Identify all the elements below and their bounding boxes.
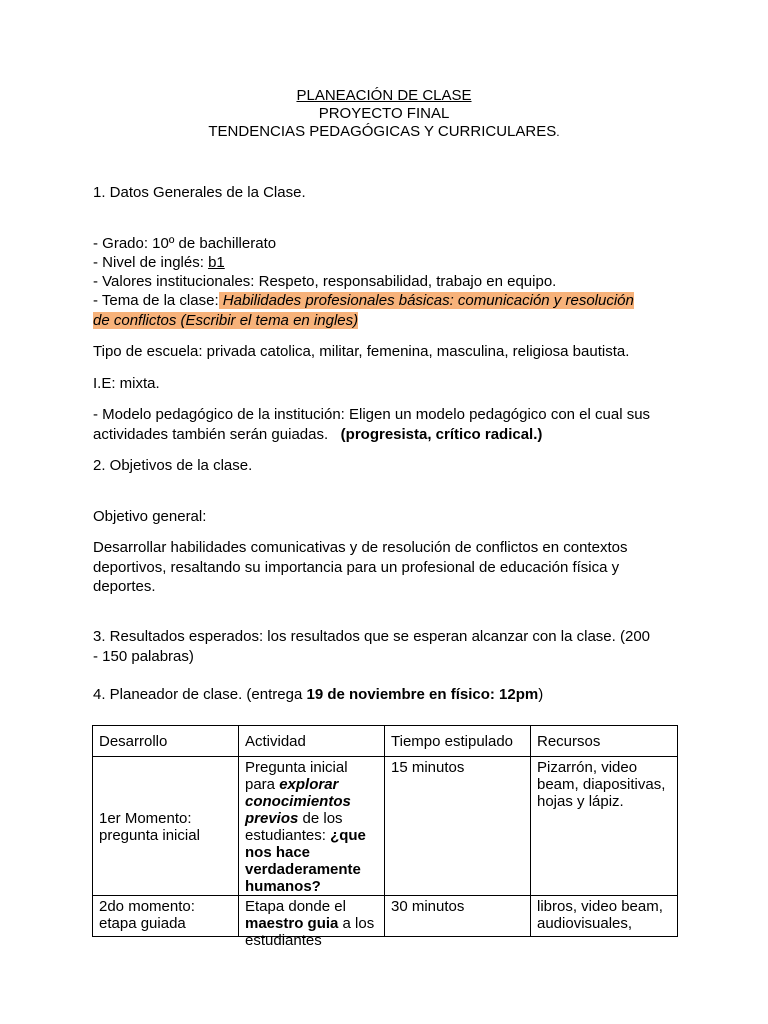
tipo-escuela-line: Tipo de escuela: privada catolica, militar, femenina, masculina, religiosa bautista.	[93, 343, 630, 360]
nivel-value: b1	[208, 254, 225, 271]
cell-desarrollo: 2do momento: etapa guiada	[93, 896, 239, 937]
table-row	[93, 896, 678, 937]
modelo-line-1: - Modelo pedagógico de la institución: Eligen un modelo pedagógico con el cual sus	[93, 406, 651, 423]
header-actividad: Actividad	[239, 726, 385, 757]
objetivo-line-3: deportes.	[93, 578, 156, 595]
tema-line-1: - Tema de la clase: Habilidades profesionales básicas: comunicación y resolución	[93, 292, 634, 309]
table-row	[93, 757, 678, 896]
section-4-deadline: 19 de noviembre en físico: 12pm	[306, 686, 539, 703]
ie-line: I.E: mixta.	[93, 375, 160, 392]
nivel-ingles-line: - Nivel de inglés: b1	[93, 254, 225, 271]
objetivo-line-2: deportivos, resaltando su importancia para un profesional de educación física y	[93, 559, 620, 576]
header-desarrollo: Desarrollo	[93, 726, 239, 757]
cell-actividad: Etapa donde el maestro guia a los estudiantes	[239, 896, 385, 937]
document-title: PLANEACIÓN DE CLASE	[296, 87, 472, 104]
modelo-bold: (progresista, crítico radical.)	[340, 426, 543, 443]
modelo-line-2: actividades también serán guiadas. (progresista, crítico radical.)	[93, 426, 543, 443]
section-2-heading: 2. Objetivos de la clase.	[93, 457, 253, 474]
objetivo-general-label: Objetivo general:	[93, 508, 207, 525]
cell-recursos: Pizarrón, video beam, diapositivas, hojas y lápiz.	[531, 757, 678, 896]
section-3-line-2: - 150 palabras)	[93, 648, 194, 665]
header-tiempo: Tiempo estipulado	[385, 726, 531, 757]
section-3-line-1: 3. Resultados esperados: los resultados que se esperan alcanzar con la clase. (200	[93, 628, 650, 645]
tema-highlight-2: de conflictos (Escribir el tema en ingles)	[93, 312, 359, 329]
document-subtitle: PROYECTO FINAL	[318, 105, 450, 122]
tema-line-2	[93, 311, 358, 330]
cell-tiempo: 30 minutos	[385, 896, 531, 937]
table-header-row	[93, 726, 678, 757]
grado-line: - Grado: 10º de bachillerato	[93, 235, 277, 252]
section-4-heading: 4. Planeador de clase. (entrega 19 de noviembre en físico: 12pm)	[93, 686, 544, 703]
cell-desarrollo: 1er Momento: pregunta inicial	[93, 757, 239, 896]
course-name: TENDENCIAS PEDAGÓGICAS Y CURRICULARES.	[208, 123, 560, 140]
header-recursos: Recursos	[531, 726, 678, 757]
tema-highlight: Habilidades profesionales básicas: comunicación y resolución	[218, 292, 634, 309]
cell-actividad: Pregunta inicial para explorar conocimientos previos de los estudiantes: ¿que nos hace verdaderamente humanos?	[239, 757, 385, 896]
class-planner-table	[92, 725, 678, 949]
cell-tiempo: 15 minutos	[385, 757, 531, 896]
objetivo-line-1: Desarrollar habilidades comunicativas y de resolución de conflictos en contextos	[93, 539, 628, 556]
section-1-heading: 1. Datos Generales de la Clase.	[93, 184, 306, 201]
cell-recursos: libros, video beam, audiovisuales,	[531, 896, 678, 937]
valores-line: - Valores institucionales: Respeto, responsabilidad, trabajo en equipo.	[93, 273, 557, 290]
